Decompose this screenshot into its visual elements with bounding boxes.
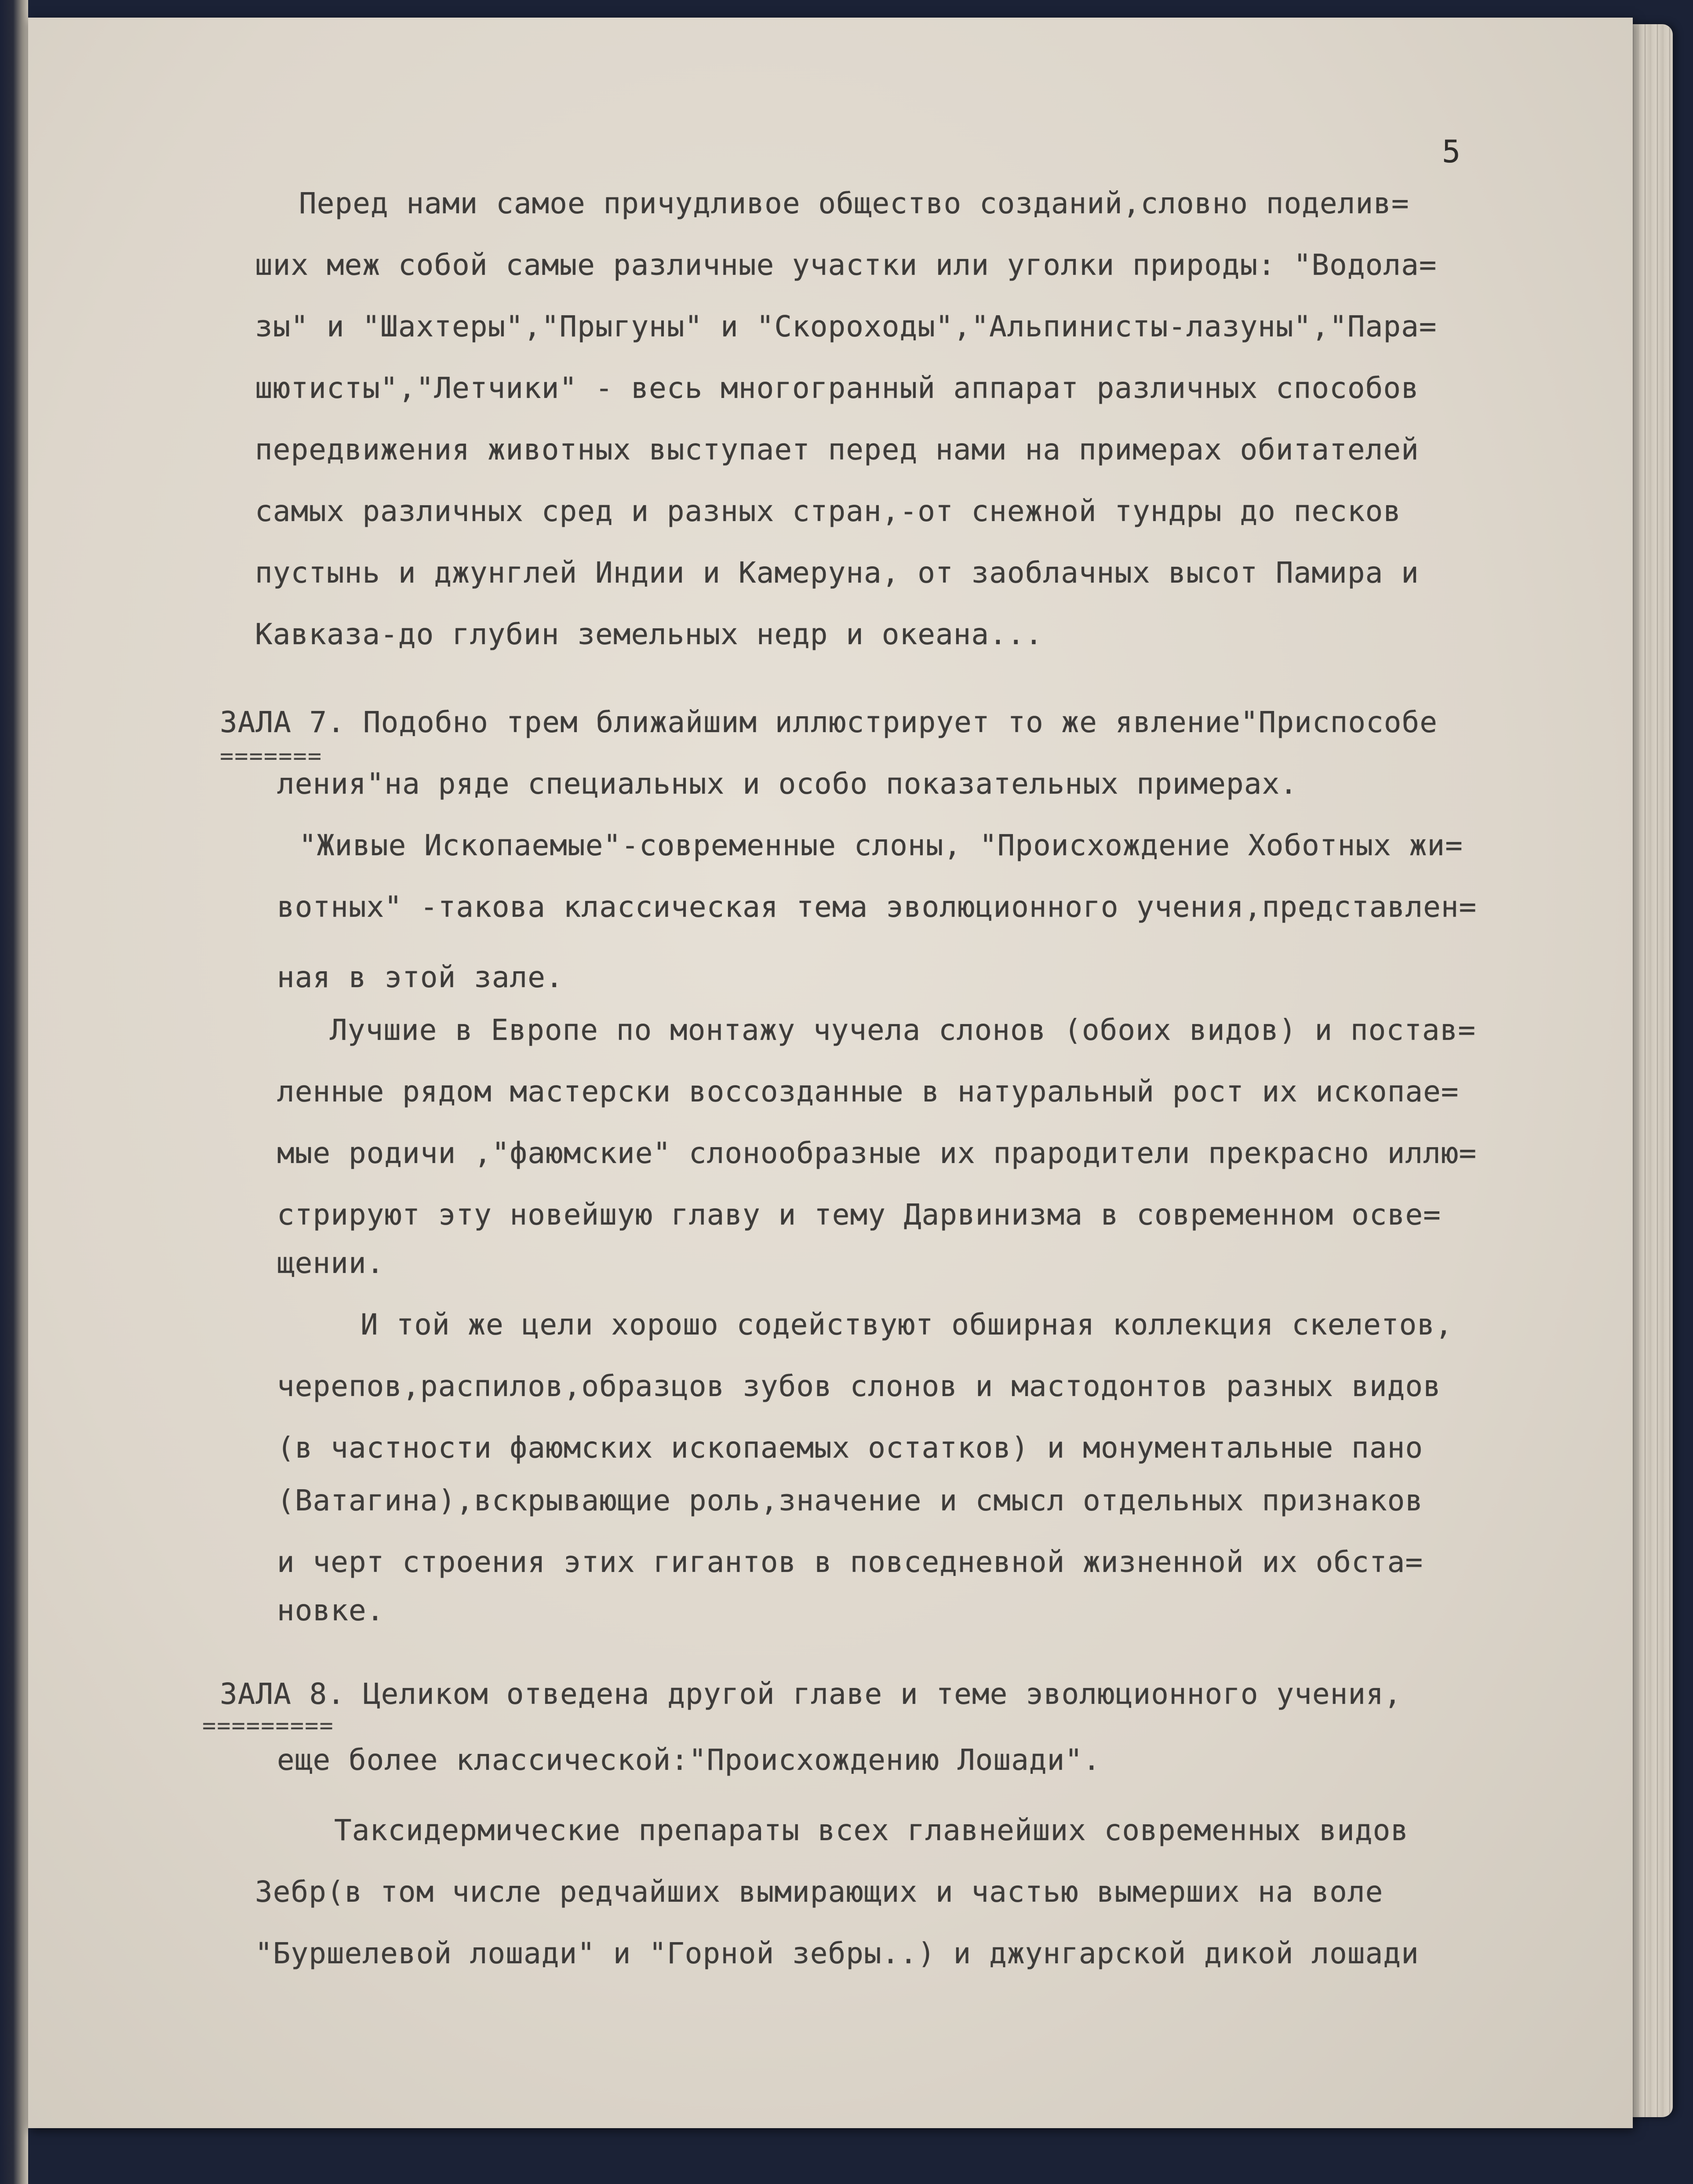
- text-line-3: зы" и "Шахтеры","Прыгуны" и "Скороходы","Альпинисты-лазуны","Пара=: [255, 310, 1437, 343]
- text-line-28: Зебр(в том числе редчайших вымирающих и частью вымерших на воле: [255, 1875, 1384, 1909]
- text-line-19: И той же цели хорошо содействуют обширная коллекция скелетов,: [360, 1308, 1453, 1342]
- hall-7-heading-line: ЗАЛА 7. Подобно трем ближайшим иллюстрирует то же явление"Приспособе: [220, 705, 1438, 739]
- text-line-8: Кавказа-до глубин земельных недр и океана...: [255, 617, 1043, 651]
- text-line-27: Таксидермические препараты всех главнейших современных видов: [334, 1813, 1409, 1847]
- text-line-6: самых различных сред и разных стран,-от снежной тундры до песков: [255, 494, 1402, 528]
- text-line-15: ленные рядом мастерски воссозданные в натуральный рост их ископае=: [277, 1075, 1459, 1108]
- text-line-16: мые родичи ,"фаюмские" слонообразные их прародители прекрасно иллю=: [277, 1136, 1477, 1170]
- typewritten-page: [28, 18, 1633, 2128]
- text-line-20: черепов,распилов,образцов зубов слонов и мастодонтов разных видов: [277, 1369, 1441, 1403]
- text-line-26: еще более классической:"Происхождению Лошади".: [277, 1743, 1101, 1777]
- text-line-1: Перед нами самое причудливое общество созданий,словно поделив=: [299, 186, 1409, 220]
- text-line-5: передвижения животных выступает перед нами на примерах обитателей: [255, 433, 1419, 467]
- hall-8-heading-line: ЗАЛА 8. Целиком отведена другой главе и теме эволюционного учения,: [220, 1677, 1402, 1711]
- text-line-29: "Буршелевой лошади" и "Горной зебры..) и джунгарской дикой лошади: [255, 1936, 1419, 1970]
- text-line-13: ная в этой зале.: [277, 960, 564, 994]
- text-line-21: (в частности фаюмских ископаемых остатков) и монументальные пано: [277, 1431, 1424, 1465]
- text-line-10: ления"на ряде специальных и особо показательных примерах.: [277, 767, 1298, 801]
- text-line-23: и черт строения этих гигантов в повседневной жизненной их обста=: [277, 1545, 1424, 1579]
- page-number: 5: [1442, 134, 1461, 170]
- text-line-11: "Живые Ископаемые"-современные слоны, "Происхождение Хоботных жи=: [299, 828, 1463, 862]
- text-line-12: вотных" -такова классическая тема эволюционного учения,представлен=: [277, 890, 1477, 924]
- binding-left-edge: [0, 0, 28, 2184]
- text-line-4: шютисты","Летчики" - весь многогранный аппарат различных способов: [255, 371, 1419, 405]
- text-line-7: пустынь и джунглей Индии и Камеруна, от заоблачных высот Памира и: [255, 556, 1419, 590]
- text-line-2: ших меж собой самые различные участки или уголки природы: "Водола=: [255, 248, 1437, 282]
- hall-7-underline: =======: [220, 743, 323, 769]
- hall-8-underline: =========: [202, 1713, 334, 1739]
- text-line-14: Лучшие в Европе по монтажу чучела слонов (обоих видов) и постав=: [330, 1013, 1476, 1047]
- text-line-22: (Ватагина),вскрывающие роль,значение и смысл отдельных признаков: [277, 1484, 1424, 1517]
- text-line-17: стрируют эту новейшую главу и тему Дарвинизма в современном осве=: [277, 1198, 1441, 1232]
- text-line-18: щении.: [277, 1246, 385, 1280]
- text-line-24: новке.: [277, 1593, 385, 1627]
